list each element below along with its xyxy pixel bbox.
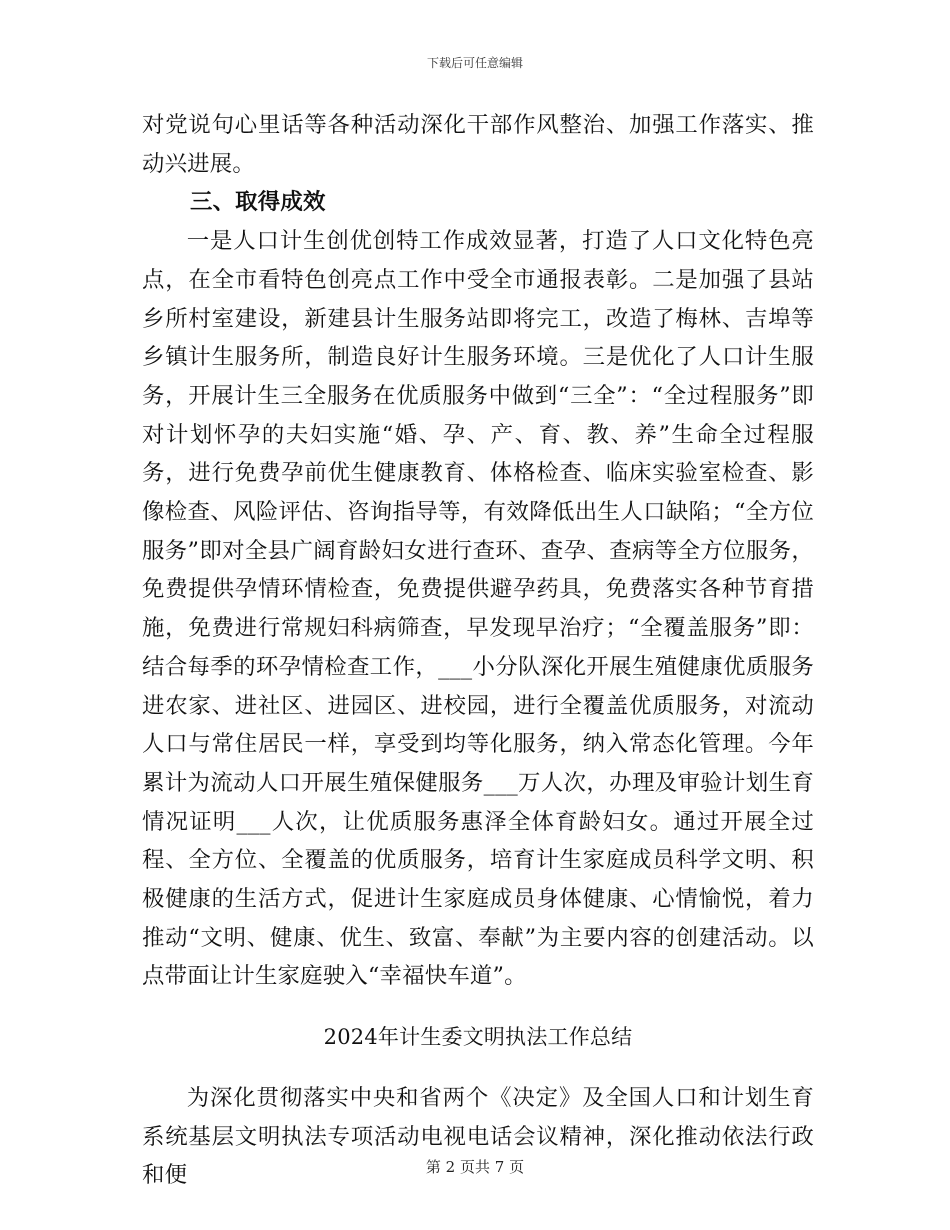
page-footer: 第 2 页共 7 页 (425, 1158, 525, 1176)
paragraph-intro: 为深化贯彻落实中央和省两个《决定》及全国人口和计划生育系统基层文明执法专项活动电视电话会议精神，深化推动依法行政和便 (142, 1084, 814, 1189)
page-header: 下载后可任意编辑 (426, 56, 523, 70)
document-body (142, 106, 814, 1195)
paragraph-continuation: 对党说句心里话等各种活动深化干部作风整治、加强工作落实、推动兴进展。 (142, 112, 814, 177)
document-title: 2024年计生委文明执法工作总结 (323, 1025, 633, 1050)
section-heading: 三、取得成效 (190, 189, 326, 216)
paragraph-results: 一是人口计生创优创特工作成效显著，打造了人口文化特色亮点，在全市看特色创亮点工作中受全市通报表彰。二是加强了县站乡所村室建设，新建县计生服务站即将完工，改造了梅林、吉埠等乡镇计生服务所，制造良好计生服务环境。三是优化了人口计生服务，开展计生三全服务在优质服务中做到“三全”：“全过程服务”即对计划怀孕的夫妇实施“婚、孕、产、育、教、养”生命全过程服务，进行免费孕前优生健康教育、体格检查、临床实验室检查、影像检查、风险评估、咨询指导等，有效降低出生人口缺陷；“全方位服务”即对全县广阔育龄妇女进行查环、查孕、查病等全方位服务，免费提供孕情环情检查，免费提供避孕药具，免费落实各种节育措施，免费进行常规妇科病筛查，早发现早治疗；“全覆盖服务”即：结合每季的环孕情检查工作，___小分队深化开展生殖健康优质服务进农家、进社区、进园区、进校园，进行全覆盖优质服务，对流动人口与常住居民一样，享受到均等化服务，纳入常态化管理。今年累计为流动人口开展生殖保健服务___万人次，办理及审验计划生育情况证明___人次，让优质服务惠泽全体育龄妇女。通过开展全过程、全方位、全覆盖的优质服务，培育计生家庭成员科学文明、积极健康的生活方式，促进计生家庭成员身体健康、心情愉悦，着力推动“文明、健康、优生、致富、奉献”为主要内容的创建活动。以点带面让计生家庭驶入“幸福快车道”。 (142, 228, 814, 990)
